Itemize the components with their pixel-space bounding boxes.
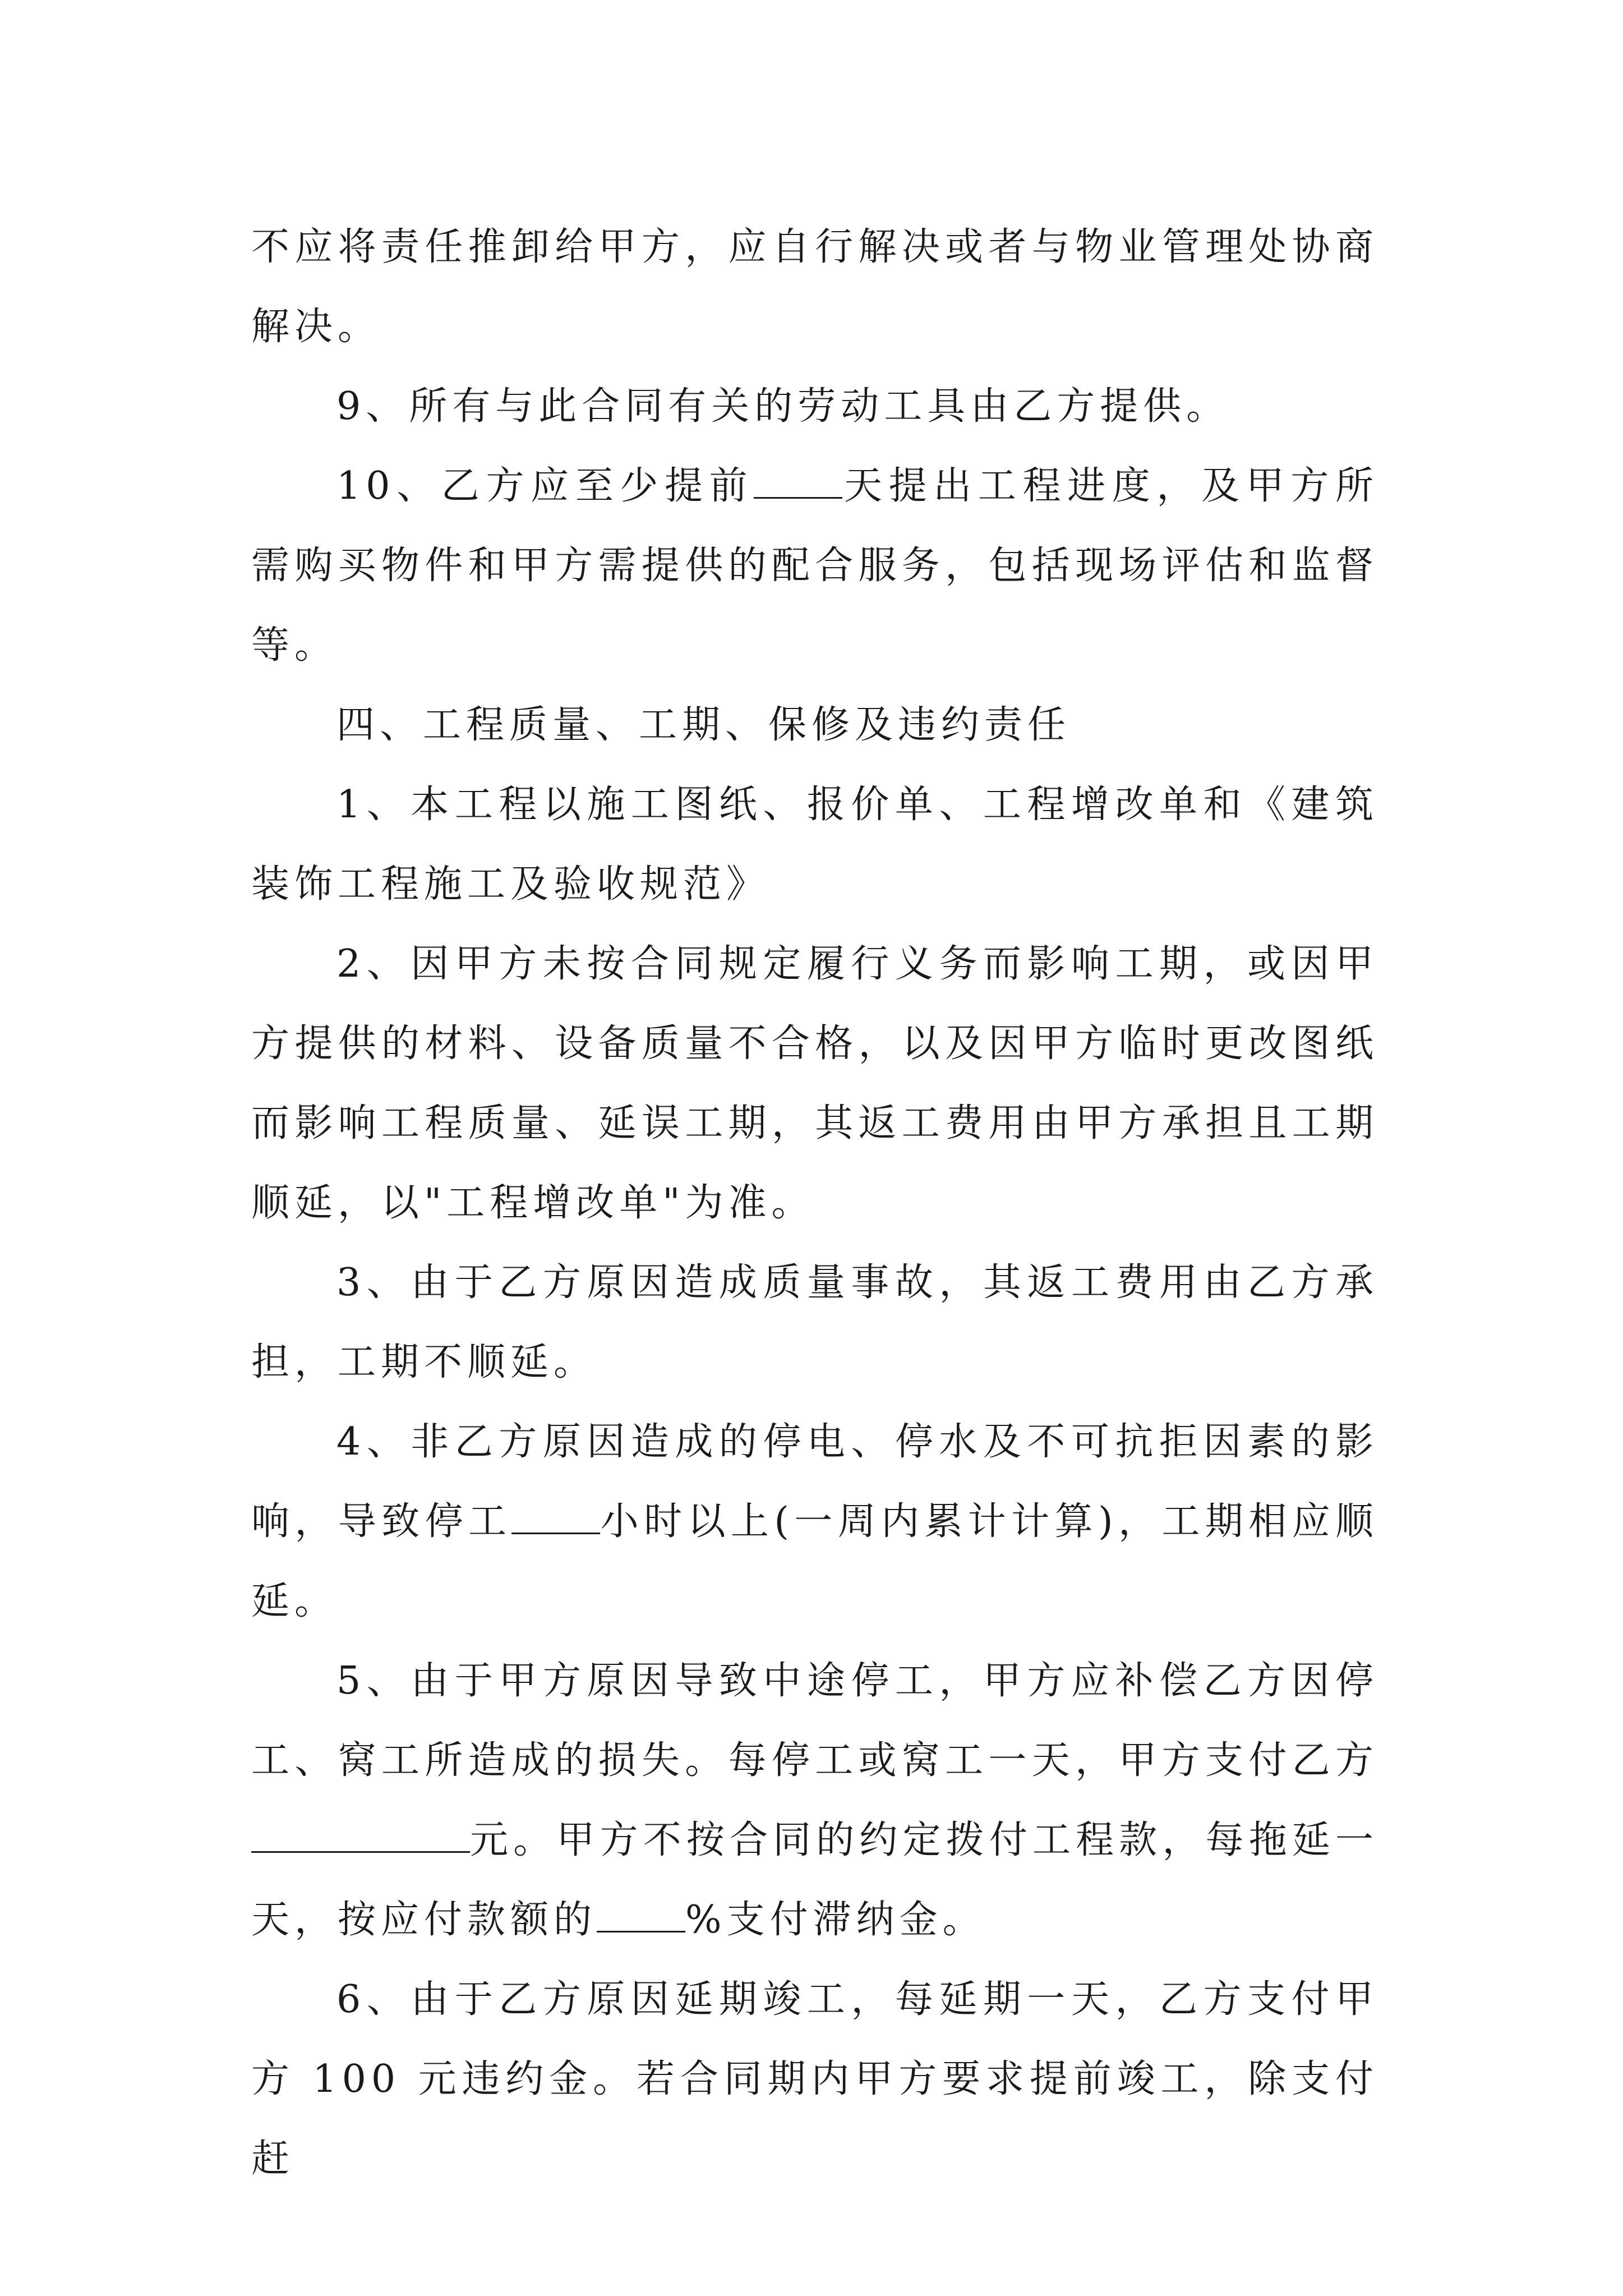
clause-10-text-before: 10、乙方应至少提前	[336, 464, 754, 508]
paragraph-item-4	[251, 1402, 1378, 1641]
fill-in-blank-amount[interactable]	[251, 1816, 470, 1853]
paragraph-item-2: 2、因甲方未按合同规定履行义务而影响工期，或因甲方提供的材料、设备质量不合格，以及因甲方临时更改图纸而影响工程质量、延误工期，其返工费用由甲方承担且工期顺延，以"工程增改单"为准。	[251, 942, 1378, 1225]
item-4-text-after: 小时以上(一周内累计计算)，工期相应顺延。	[251, 1499, 1378, 1623]
clause-10-text-after: 天提出工程进度，及甲方所需购买物件和甲方需提供的配合服务，包括现场评估和监督等。	[251, 464, 1378, 668]
fill-in-blank-hours[interactable]	[511, 1498, 600, 1534]
paragraph-clause-10	[251, 447, 1378, 685]
item-4-text-before: 4、非乙方原因造成的停电、停水及不可抗拒因素的影响，导致停工	[251, 1420, 1378, 1544]
paragraph-continuation: 不应将责任推卸给甲方，应自行解决或者与物业管理处协商解决。	[251, 225, 1378, 349]
fill-in-blank-percent[interactable]	[597, 1896, 685, 1932]
paragraph-item-3: 3、由于乙方原因造成质量事故，其返工费用由乙方承担，工期不顺延。	[251, 1260, 1378, 1384]
item-5-text-after: %支付滞纳金。	[685, 1898, 986, 1942]
item-5-text-before: 5、由于甲方原因导致中途停工，甲方应补偿乙方因停工、窝工所造成的损失。每停工或窝工一天，甲方支付乙方	[251, 1659, 1378, 1783]
paragraph-item-5	[251, 1641, 1378, 1960]
paragraph-item-6: 6、由于乙方原因延期竣工，每延期一天，乙方支付甲方 100 元违约金。若合同期内甲方要求提前竣工，除支付赶	[251, 1977, 1378, 2181]
paragraph-item-1: 1、本工程以施工图纸、报价单、工程增改单和《建筑装饰工程施工及验收规范》	[251, 783, 1378, 907]
fill-in-blank-days[interactable]	[754, 462, 842, 499]
paragraph-clause-9: 9、所有与此合同有关的劳动工具由乙方提供。	[336, 384, 1230, 429]
item-5-text-middle: 元。甲方不按合同的约定拨付工程款，每拖延一天，按应付款额的	[251, 1818, 1378, 1942]
section-heading-4: 四、工程质量、工期、保修及违约责任	[336, 703, 1071, 747]
document-body	[251, 208, 1378, 2199]
